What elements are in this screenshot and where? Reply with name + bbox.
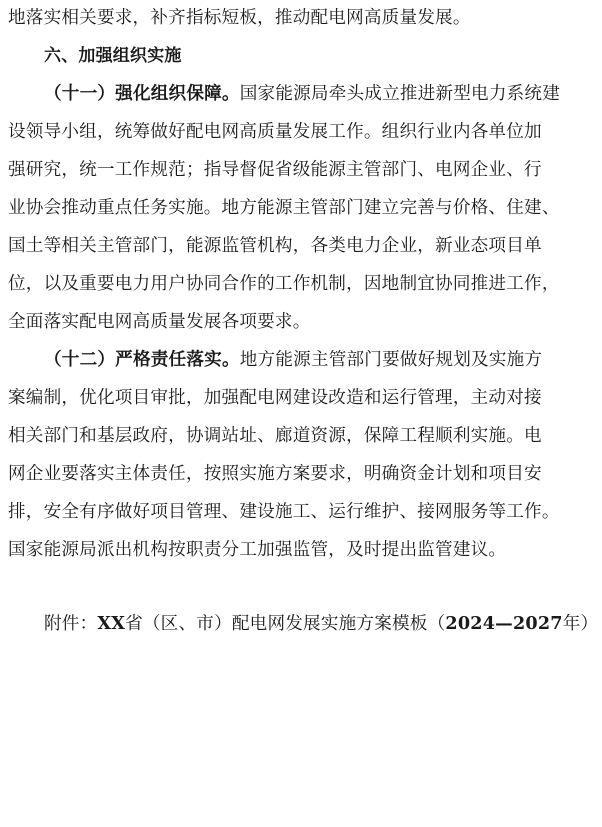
paragraph-11-text-2: 设领导小组，统筹做好配电网高质量发展工作。组织行业内各单位加: [8, 122, 542, 142]
attachment-years: 2024—2027: [445, 613, 563, 634]
paragraph-11-line-6: [8, 274, 594, 294]
paragraph-12-line-4: [8, 464, 594, 484]
intro-tail-text: 地落实相关要求，补齐指标短板，推动配电网高质量发展。: [8, 8, 471, 28]
attachment-label: 附件：: [44, 614, 98, 634]
paragraph-11-text-3: 强研究，统一工作规范；指导督促省级能源主管部门、电网企业、行: [8, 160, 542, 180]
paragraph-11-text-5: 国土等相关主管部门，能源监管机构，各类电力企业，新业态项目单: [8, 236, 542, 256]
paragraph-11-line-3: [8, 160, 594, 180]
paragraph-12-text-4: 网企业要落实主体责任，按照实施方案要求，明确资金计划和项目安: [8, 464, 542, 484]
attachment-title-suffix: 年）: [562, 614, 599, 634]
paragraph-12-line-6: [8, 540, 594, 560]
paragraph-12-text-6: 国家能源局派出机构按职责分工加强监管，及时提出监管建议。: [8, 540, 507, 560]
paragraph-11-heading: （十一）强化组织保障。: [44, 83, 240, 104]
paragraph-12-heading: （十二）严格责任落实。: [44, 349, 240, 370]
paragraph-11-line-5: [8, 236, 594, 256]
paragraph-11-text-4: 业协会推动重点任务实施。地方能源主管部门建立完善与价格、住建、: [8, 198, 560, 218]
paragraph-12-text-1: 地方能源主管部门要做好规划及实施方: [239, 350, 543, 370]
paragraph-11-line-7: [8, 312, 594, 332]
paragraph-11-line-1: [44, 84, 594, 104]
paragraph-11-text-1: 国家能源局牵头成立推进新型电力系统建: [239, 84, 561, 104]
paragraph-11-text-7: 全面落实配电网高质量发展各项要求。: [8, 312, 311, 332]
section-heading: [44, 46, 602, 66]
paragraph-11-line-2: [8, 122, 594, 142]
paragraph-12-text-2: 案编制，优化项目审批，加强配电网建设改造和运行管理，主动对接: [8, 388, 542, 408]
paragraph-12-text-3: 相关部门和基层政府，协调站址、廊道资源，保障工程顺利实施。电: [8, 426, 542, 446]
section-heading-text: 六、加强组织实施: [44, 46, 182, 66]
attachment-line: [44, 613, 599, 634]
paragraph-11-line-4: [8, 198, 594, 218]
paragraph-12-line-5: [8, 502, 594, 522]
attachment-title-middle: 省（区、市）配电网发展实施方案模板（: [125, 614, 446, 634]
paragraph-12-line-2: [8, 388, 594, 408]
attachment-title-prefix: XX: [97, 613, 126, 634]
paragraph-12-text-5: 排，安全有序做好项目管理、建设施工、运行维护、接网服务等工作。: [8, 502, 560, 522]
intro-tail-line: [8, 8, 594, 28]
paragraph-12-line-1: [44, 350, 594, 370]
paragraph-12-line-3: [8, 426, 594, 446]
paragraph-11-text-6: 位，以及重要电力用户协同合作的工作机制，因地制宜协同推进工作，: [8, 274, 560, 294]
